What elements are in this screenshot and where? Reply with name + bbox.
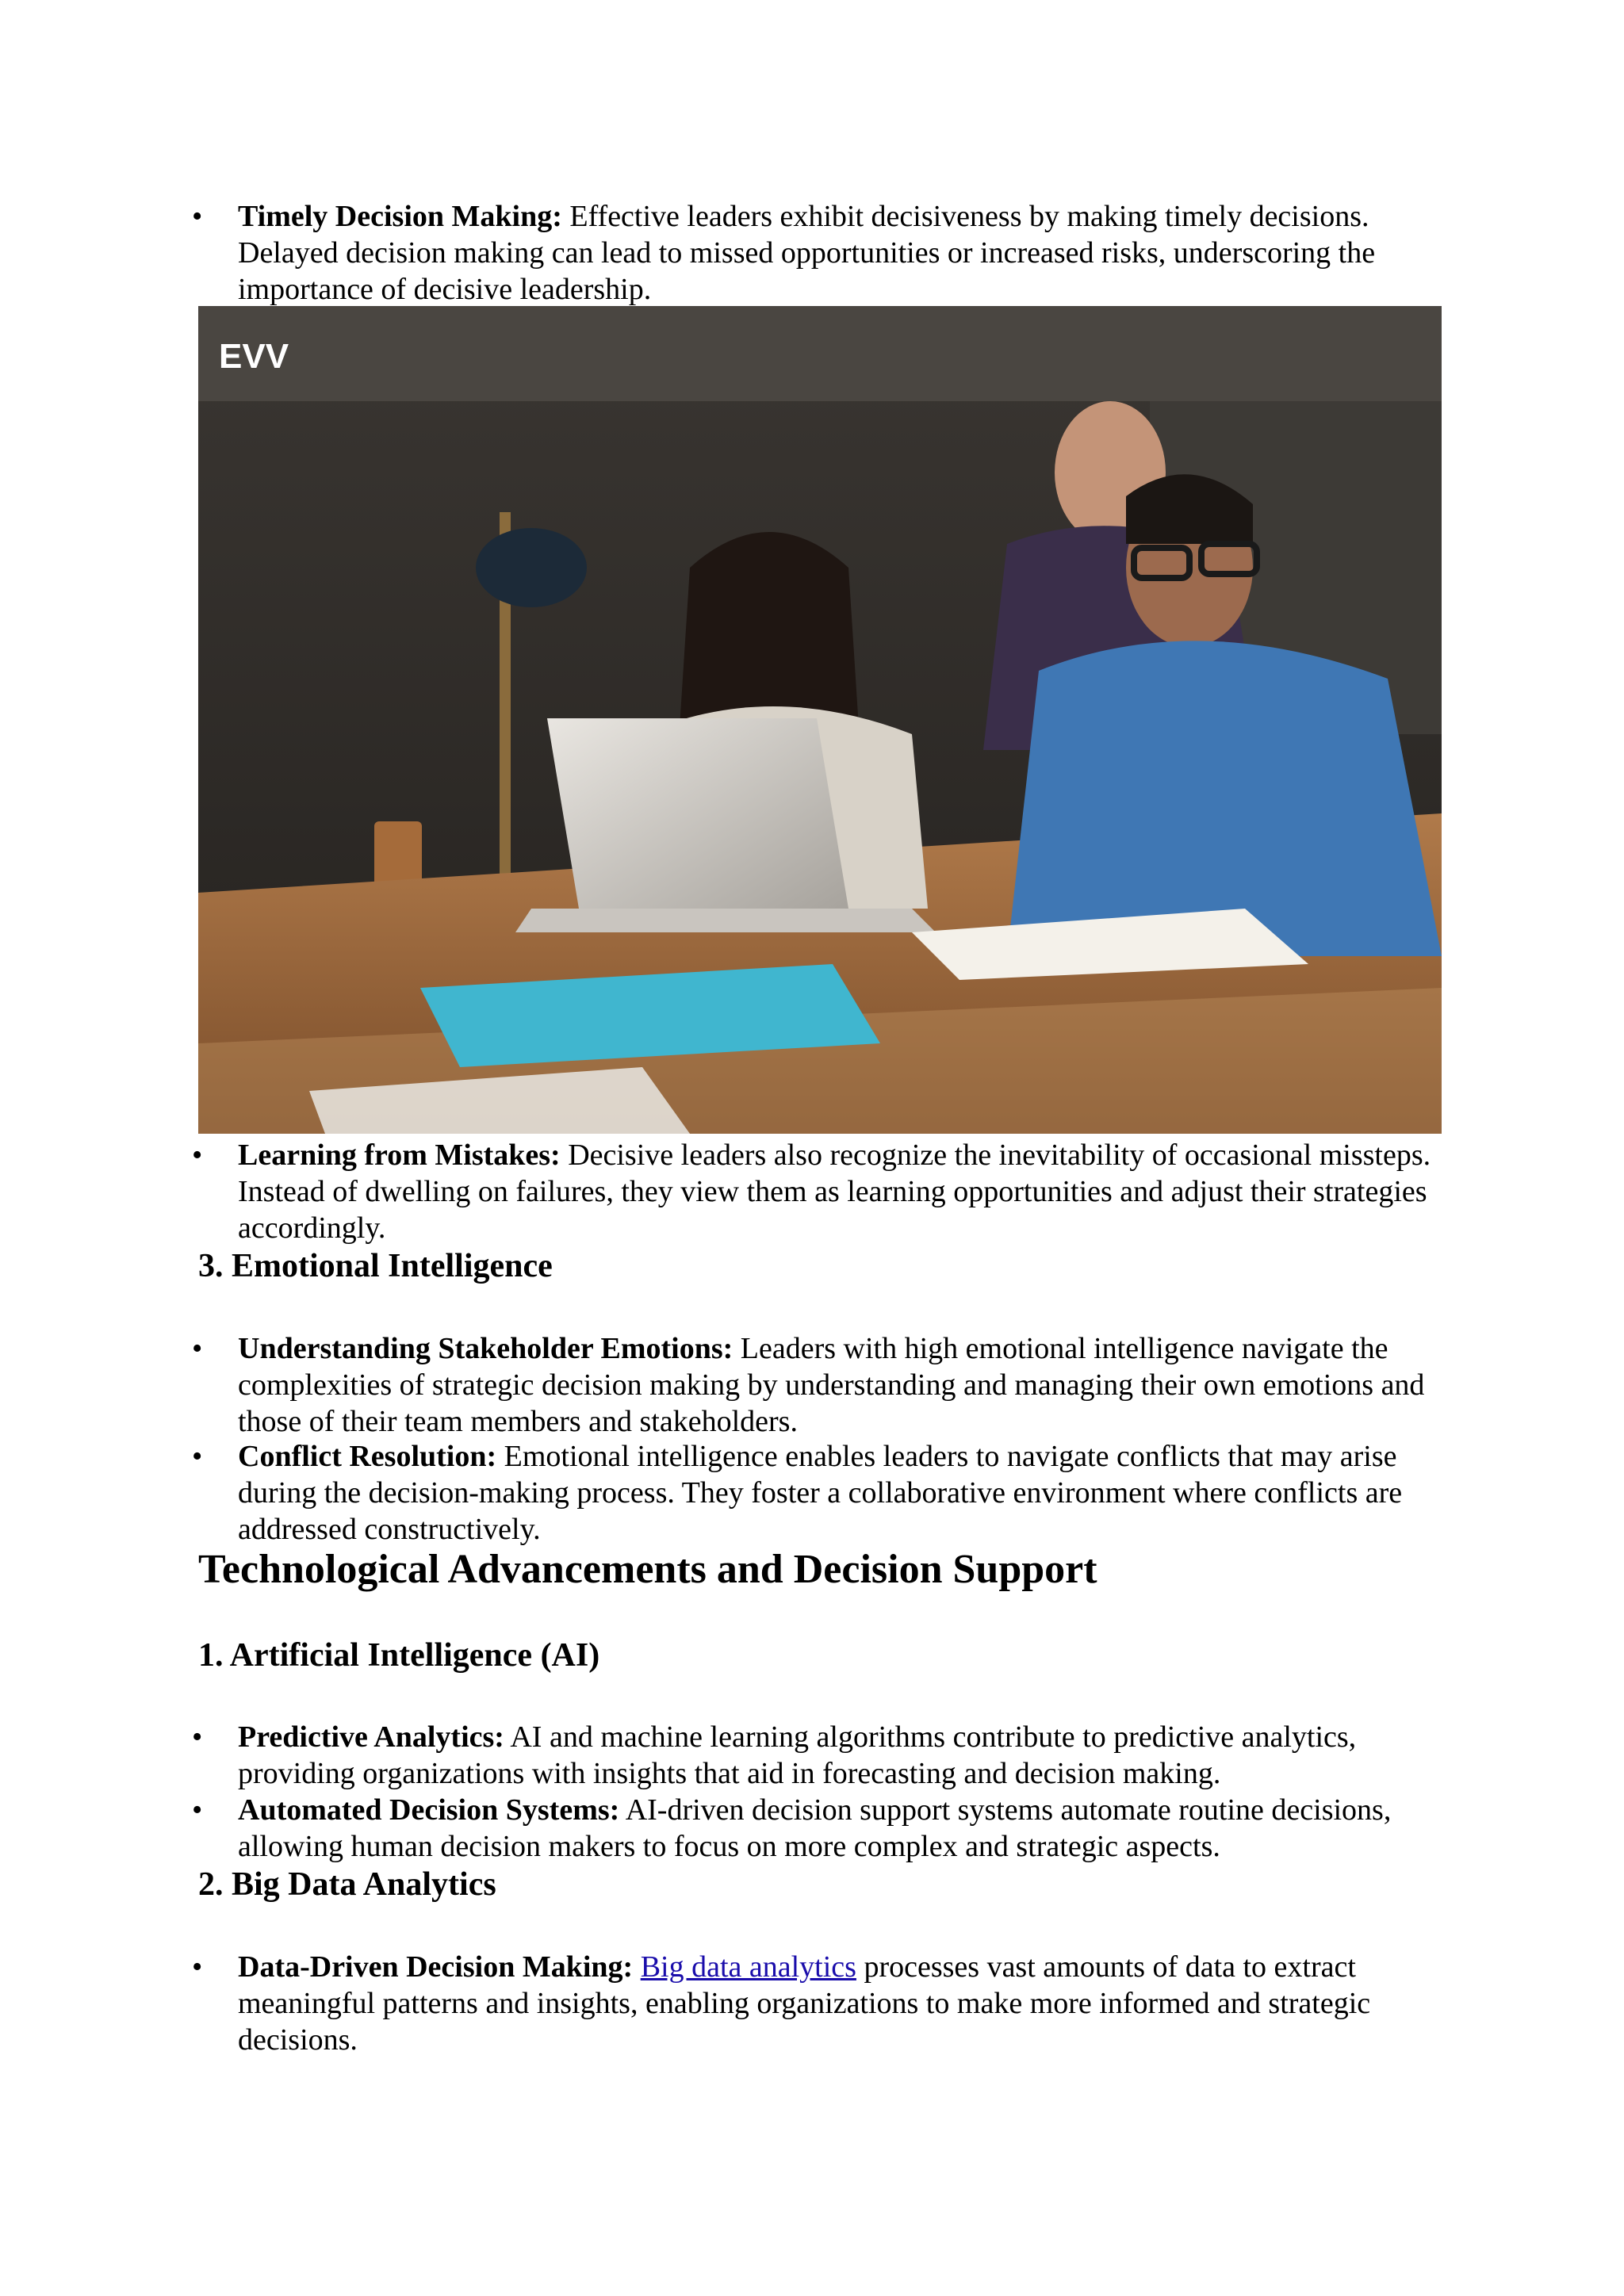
- bullet-term: Conflict Resolution:: [238, 1440, 497, 1473]
- bullet-conflict-resolution: [192, 1438, 1459, 1548]
- bullet-dot: •: [192, 1950, 203, 1984]
- heading-artificial-intelligence: 1. Artificial Intelligence (AI): [198, 1637, 600, 1674]
- bullet-term: Learning from Mistakes:: [238, 1138, 561, 1172]
- bullet-learning-from-mistakes: [192, 1137, 1459, 1246]
- brand-logo: EVV: [219, 337, 289, 376]
- bullet-timely-decision-making: [192, 198, 1459, 308]
- bullet-text: Emotional intelligence enables leaders to navigate conflicts that may arise during the decision-making process. They foster a collaborative environment where conflicts are addressed constructively.: [238, 1440, 1403, 1546]
- bullet-automated-decision-systems: [192, 1792, 1459, 1865]
- bullet-text: Leaders with high emotional intelligence navigate the complexities of strategic decision making by understanding and managing their own emotions and those of their team members and stakeholders.: [238, 1332, 1425, 1438]
- bullet-text: processes vast amounts of data to extract meaningful patterns and insights, enabling organizations to make more informed and strategic decisions.: [238, 1950, 1371, 2057]
- bullet-term: Predictive Analytics:: [238, 1720, 504, 1754]
- bullet-term: Data-Driven Decision Making:: [238, 1950, 634, 1984]
- bullet-dot: •: [192, 1720, 203, 1754]
- heading-technological-advancements: Technological Advancements and Decision Support: [198, 1547, 1097, 1592]
- bullet-dot: •: [192, 1793, 203, 1827]
- bullet-dot: •: [192, 1332, 203, 1365]
- bullet-text: Effective leaders exhibit decisiveness by making timely decisions. Delayed decision making can lead to missed opportunities or increased risks, underscoring the importance of decisive leadership.: [238, 200, 1376, 306]
- bullet-text: AI and machine learning algorithms contribute to predictive analytics, providing organizations with insights that aid in forecasting and decision making.: [238, 1720, 1357, 1790]
- team-meeting-photo: [198, 306, 1442, 1134]
- big-data-analytics-link[interactable]: Big data analytics: [640, 1950, 856, 1984]
- bullet-dot: •: [192, 1138, 203, 1172]
- bullet-data-driven-decision-making: [192, 1949, 1459, 2058]
- bullet-dot: •: [192, 1440, 203, 1473]
- bullet-dot: •: [192, 200, 203, 233]
- bullet-predictive-analytics: [192, 1719, 1459, 1792]
- bullet-text: AI-driven decision support systems automate routine decisions, allowing human decision makers to focus on more complex and strategic aspects.: [238, 1793, 1392, 1863]
- bullet-understanding-stakeholder-emotions: [192, 1330, 1459, 1440]
- bullet-text: Decisive leaders also recognize the inevitability of occasional missteps. Instead of dwelling on failures, they view them as learning opportunities and adjust their strategies accordingly.: [238, 1138, 1431, 1245]
- bullet-term: Timely Decision Making:: [238, 200, 562, 233]
- bullet-term: Automated Decision Systems:: [238, 1793, 620, 1827]
- heading-big-data-analytics: 2. Big Data Analytics: [198, 1866, 496, 1903]
- bullet-term: Understanding Stakeholder Emotions:: [238, 1332, 733, 1365]
- heading-emotional-intelligence: 3. Emotional Intelligence: [198, 1248, 553, 1284]
